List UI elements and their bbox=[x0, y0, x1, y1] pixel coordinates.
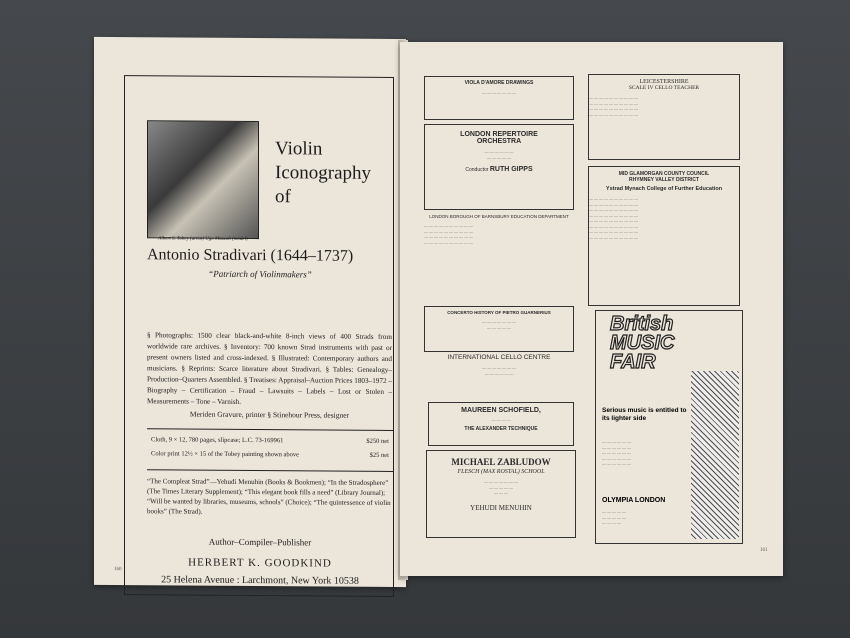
guarnerius-advert: CONCERTO HISTORY OF PIETRO GUARNERIUS — — — — — — — — — — — — bbox=[424, 306, 574, 352]
photo-caption: Albert S. Tobey (artist) Ugo Mazzoli (model) bbox=[158, 236, 248, 242]
left-page bbox=[94, 37, 406, 587]
price-value: $25 net bbox=[369, 451, 389, 459]
ad-body-text: § Photographs: 1500 clear black-and-white 8-inch views of 400 Strads from worldwide rare archives. § Inventory: 700 known Strad instruments with past or present owners listed and cross-indexed. § Illustrated: Contemporary authors and musicians. § Reprints: Scarce literature about Stradivari. § Tables: Genealogy–Production–Quarters Assembled. § Treatises: Appraisal–Auction Prices 1803–1972 – Biography – Certification – Fraud – Lawsuits – Labels – Lost or Stolen – Measurements – Tone – Varnish. bbox=[147, 331, 392, 406]
viola-damore-advert: VIOLA D'AMORE DRAWINGS — — — — — — — bbox=[424, 76, 574, 120]
bmf-title-line: MUSIC bbox=[610, 332, 675, 354]
cellist-illustration bbox=[691, 371, 739, 539]
price-row bbox=[147, 429, 393, 445]
london-repertoire-advert: LONDON REPERTOIRE ORCHESTRA — — — — — — — — — — — Conductor RUTH GIPPS bbox=[424, 124, 574, 210]
maureen-name: MAUREEN SCHOFIELD, bbox=[461, 407, 541, 414]
price-row bbox=[147, 443, 393, 459]
flesch-school: FLESCH (MAX ROSTAL) SCHOOL bbox=[457, 469, 545, 475]
alexander-technique-advert: MAUREEN SCHOFIELD, — — — — THE ALEXANDER TECHNIQUE bbox=[428, 402, 574, 446]
leicestershire-advert: LEICESTERSHIRE SCALE IV CELLO TEACHER — — — — — — — — — — — — — — — — — — — — — — — — — — — — — — — — — — — — — — — — bbox=[588, 74, 740, 160]
menuhin-name: YEHUDI MENUHIN bbox=[470, 503, 532, 512]
glamorgan-college: Ystrad Mynach College of Further Education bbox=[605, 186, 723, 192]
subtitle: “Patriarch of Violinmakers” bbox=[208, 268, 312, 280]
zabludow-name: MICHAEL ZABLUDOW bbox=[451, 457, 551, 467]
bmf-venue: OLYMPIA LONDON bbox=[602, 497, 666, 504]
cello-centre-heading: INTERNATIONAL CELLO CENTRE bbox=[447, 354, 551, 361]
price-label: Color print 12½ × 15 of the Tobey painting shown above bbox=[151, 450, 300, 459]
conductor-label: Conductor bbox=[465, 167, 489, 173]
leicestershire-subheading: SCALE IV CELLO TEACHER bbox=[628, 85, 700, 91]
main-title: Antonio Stradivari (1644–1737) bbox=[147, 246, 354, 265]
page-number: 161 bbox=[760, 548, 768, 553]
london-borough-notice: LONDON BOROUGH OF BARNSBURY EDUCATION DEPARTMENT — — — — — — — — — — — — — — — — — — — — — — — — — — — — — — — — — — — — — — — — bbox=[424, 214, 574, 302]
conductor-name: RUTH GIPPS bbox=[489, 166, 533, 173]
printer-credit: Meriden Gravure, printer § Stinehour Press, designer bbox=[189, 409, 350, 420]
publisher-address: 25 Helena Avenue : Larchmont, New York 10538 bbox=[161, 574, 359, 587]
review-quotes: “The Compleat Strad”—Yehudi Menuhin (Books & Bookmen); “In the Stradosphere” (The Times Literary Supplement); “This elegant book fills a need” (Library Journal); “Will be wanted by libraries, museums, schools” (Choice); “The quintessence of violin books” (The Strad). bbox=[147, 477, 391, 516]
glamorgan-heading: RHYMNEY VALLEY DISTRICT bbox=[628, 177, 699, 183]
price-value: $250 net bbox=[366, 437, 389, 445]
bmf-title-line: British bbox=[610, 313, 674, 335]
bmf-logo bbox=[610, 315, 674, 372]
british-music-fair-advert: British MUSIC FAIR Serious music is entitled to its lighter side — — — — — — — — — — — — — — — — — — — — — — — — — — — — — — OLYMPIA LONDON — — — — — — — — — — — — — — bbox=[595, 310, 743, 544]
bmf-title-line: FAIR bbox=[610, 351, 656, 373]
price-label: Cloth, 9 × 12, 780 pages, slipcase; L.C. 73-169961 bbox=[151, 436, 284, 445]
cello-centre-advert: INTERNATIONAL CELLO CENTRE — — — — — — — — — — — — — bbox=[424, 354, 574, 398]
glamorgan-advert: MID GLAMORGAN COUNTY COUNCIL RHYMNEY VALLEY DISTRICT Ystrad Mynach College of Further Education — — — — — — — — — — — — — — — — — — — — — — — — — — — — — — — — — — — — — — — — — — — — — — — — — — — — — — — — — — — — — — — — — — — — — — — — — — — — — — — — bbox=[588, 166, 740, 306]
author-name: HERBERT K. GOODKIND bbox=[188, 556, 332, 570]
london-rep-line: ORCHESTRA bbox=[476, 138, 522, 145]
title-line: Iconography bbox=[275, 162, 372, 184]
london-borough-heading: LONDON BOROUGH OF BARNSBURY EDUCATION DEPARTMENT bbox=[429, 214, 569, 219]
leicestershire-heading: LEICESTERSHIRE bbox=[639, 79, 689, 85]
guarnerius-heading: CONCERTO HISTORY OF PIETRO GUARNERIUS bbox=[447, 310, 551, 315]
glamorgan-heading: MID GLAMORGAN COUNTY COUNCIL bbox=[618, 171, 710, 177]
goodkind-advert bbox=[124, 75, 394, 597]
london-rep-line: LONDON REPERTOIRE bbox=[460, 131, 538, 138]
viola-heading: VIOLA D'AMORE DRAWINGS bbox=[464, 80, 534, 86]
author-role: Author–Compiler–Publisher bbox=[208, 536, 312, 548]
title-line: of bbox=[275, 186, 291, 208]
price-list bbox=[147, 428, 393, 472]
stradivari-portrait-photo bbox=[147, 120, 259, 239]
title-line: Violin bbox=[275, 138, 323, 160]
bmf-tagline: Serious music is entitled to its lighter side bbox=[602, 407, 687, 422]
ad-title bbox=[275, 137, 371, 210]
alexander-technique-heading: THE ALEXANDER TECHNIQUE bbox=[464, 425, 538, 432]
zabludow-advert: MICHAEL ZABLUDOW FLESCH (MAX ROSTAL) SCHOOL — — — — — — — — — — — — — — — YEHUDI MENUHIN bbox=[426, 450, 576, 538]
page-number: 160 bbox=[114, 567, 122, 573]
